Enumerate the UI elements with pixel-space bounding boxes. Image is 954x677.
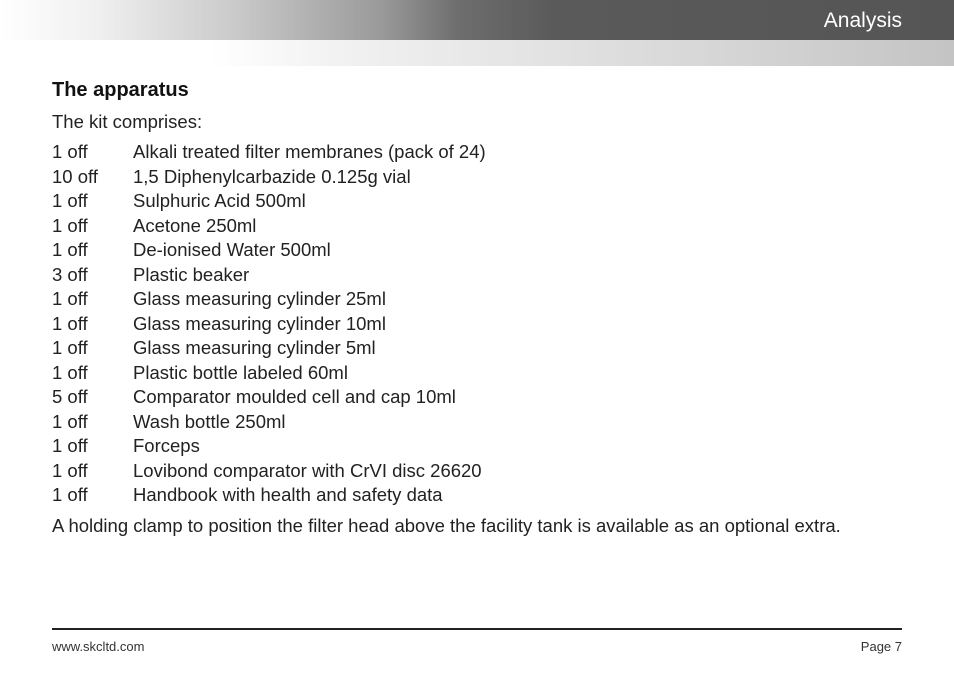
page-number: Page 7 [860,639,902,654]
item-quantity: 1 off [52,288,88,310]
list-item [52,459,486,484]
item-description: Plastic bottle labeled 60ml [133,361,348,383]
list-item [52,140,486,165]
list-item [52,165,486,190]
item-quantity: 10 off [52,165,98,187]
list-item [52,385,486,410]
item-description: Alkali treated filter membranes (pack of 24) [133,141,486,163]
item-quantity: 1 off [52,435,88,457]
list-item [52,336,486,361]
list-item [52,361,486,386]
footer-divider [52,628,902,630]
item-quantity: 1 off [52,214,88,236]
list-item [52,483,486,508]
item-description: Wash bottle 250ml [133,410,286,432]
list-item [52,312,486,337]
item-description: De-ionised Water 500ml [133,239,331,261]
item-description: Handbook with health and safety data [133,484,443,506]
intro-text: The kit comprises: [52,111,203,132]
page-heading: The apparatus [52,79,189,101]
item-quantity: 1 off [52,484,88,506]
item-quantity: 1 off [52,361,88,383]
header-subband [0,40,954,66]
item-description: Plastic beaker [133,263,250,285]
item-quantity: 1 off [52,312,88,334]
item-description: Glass measuring cylinder 25ml [133,288,386,310]
optional-extra-note: A holding clamp to position the filter head above the facility tank is available as an optional extra. [52,515,841,536]
header-band [0,0,954,40]
list-item [52,214,486,239]
item-quantity: 3 off [52,263,88,285]
section-title: Analysis [823,9,902,32]
item-quantity: 1 off [52,190,88,212]
kit-list [52,140,486,508]
list-item [52,238,486,263]
list-item [52,410,486,435]
item-description: Glass measuring cylinder 10ml [133,312,386,334]
list-item [52,189,486,214]
item-quantity: 5 off [52,386,88,408]
item-description: Lovibond comparator with CrVI disc 26620 [133,459,482,481]
list-item [52,434,486,459]
item-quantity: 1 off [52,239,88,261]
item-description: Glass measuring cylinder 5ml [133,337,376,359]
item-description: 1,5 Diphenylcarbazide 0.125g vial [133,165,411,187]
item-description: Sulphuric Acid 500ml [133,190,306,212]
list-item [52,263,486,288]
item-description: Forceps [133,435,200,457]
item-description: Comparator moulded cell and cap 10ml [133,386,456,408]
item-quantity: 1 off [52,337,88,359]
item-description: Acetone 250ml [133,214,257,236]
item-quantity: 1 off [52,141,88,163]
item-quantity: 1 off [52,459,88,481]
list-item [52,287,486,312]
footer-website: www.skcltd.com [52,639,145,654]
item-quantity: 1 off [52,410,88,432]
